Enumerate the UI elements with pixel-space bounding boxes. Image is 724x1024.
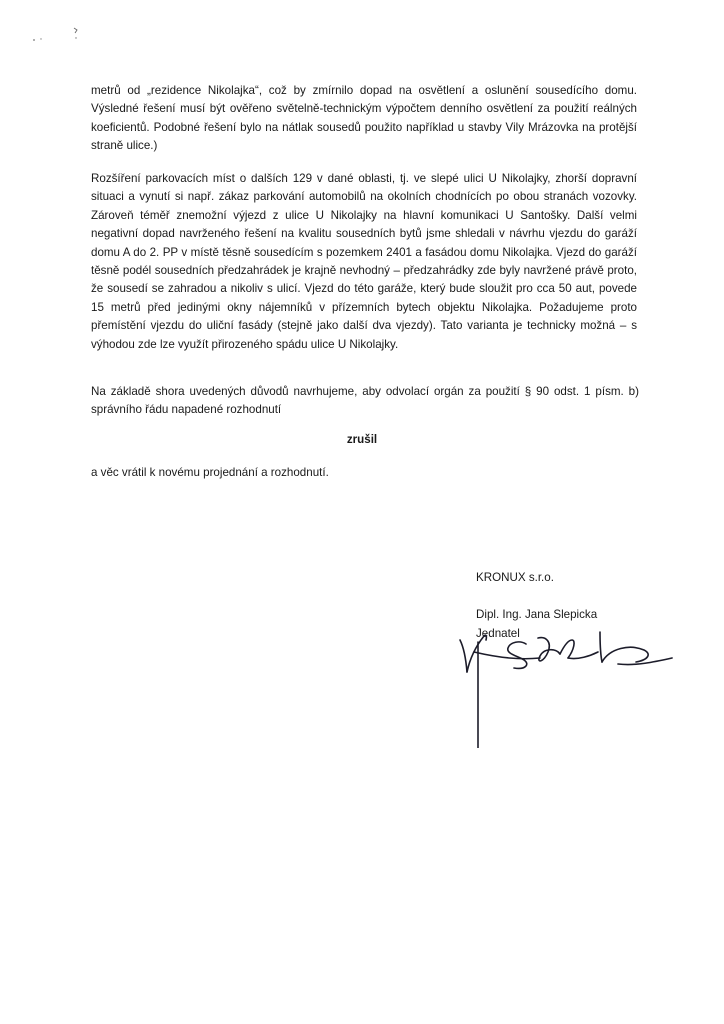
decision-word: zrušil — [346, 433, 378, 446]
scan-marks — [28, 18, 88, 48]
company-name: KRONUX s.r.o. — [476, 571, 554, 584]
paragraph-proposal: Na základě shora uvedených důvodů navrhujeme, aby odvolací orgán za použití § 90 odst. 1 písm. b) správního řádu napadené rozhodnutí — [91, 385, 639, 417]
signer-role: Jednatel — [476, 626, 520, 640]
handwritten-signature — [440, 618, 680, 748]
paragraph-parking: Rozšíření parkovacích míst o dalších 129 v dané oblasti, tj. ve slepé ulici U Nikolajky, zhorší dopravní situaci a vynutí si např. zákaz parkování automobilů na okolních chodnících po obou stranách vozovky. Zároveň téměř znemožní výjezd z ulice U Nikolajky na hlavní komunikaci U Santošky. Další velmi negativní dopad navrženého řešení na kvalitu sousedních bytů jsme shledali v návrhu vjezdu do garáží domu A do 2. PP v místě těsně sousedícím s pozemkem 2401 a fasádou domu Nikolajka. Vjezd do garáží těsně podél sousedních předzahrádek je krajně nevhodný – předzahrádky zde byly navržené právě proto, že sousedí se zahradou a nikoliv s ulicí. Vjezd do této garáže, který bude sloužit pro cca 50 aut, povede 15 metrů před jedinými okny nájemníků v přízemních bytech objektu Nikolajka. Požadujeme proto přemístění vjezdu do uliční fasády (stejně jako další dva vjezdy). Tato varianta je technicky možná – s výhodou zde lze využít přirozeného spádu ulice U Nikolajky. — [91, 172, 637, 351]
signer-name: Dipl. Ing. Jana Slepicka — [476, 608, 598, 622]
closing-line: a věc vrátil k novému projednání a rozhodnutí. — [91, 466, 329, 479]
paragraph-lighting: metrů od „rezidence Nikolajka“, což by zmírnilo dopad na osvětlení a oslunění sousedícího domu. Výsledné řešení musí být ověřeno světelně-technickým výpočtem denního osvětlení za použití reálných koeficientů. Podobné řešení bylo na nátlak sousedů použito například u stavby Vily Mrázovka na protější straně ulice.) — [91, 84, 637, 153]
